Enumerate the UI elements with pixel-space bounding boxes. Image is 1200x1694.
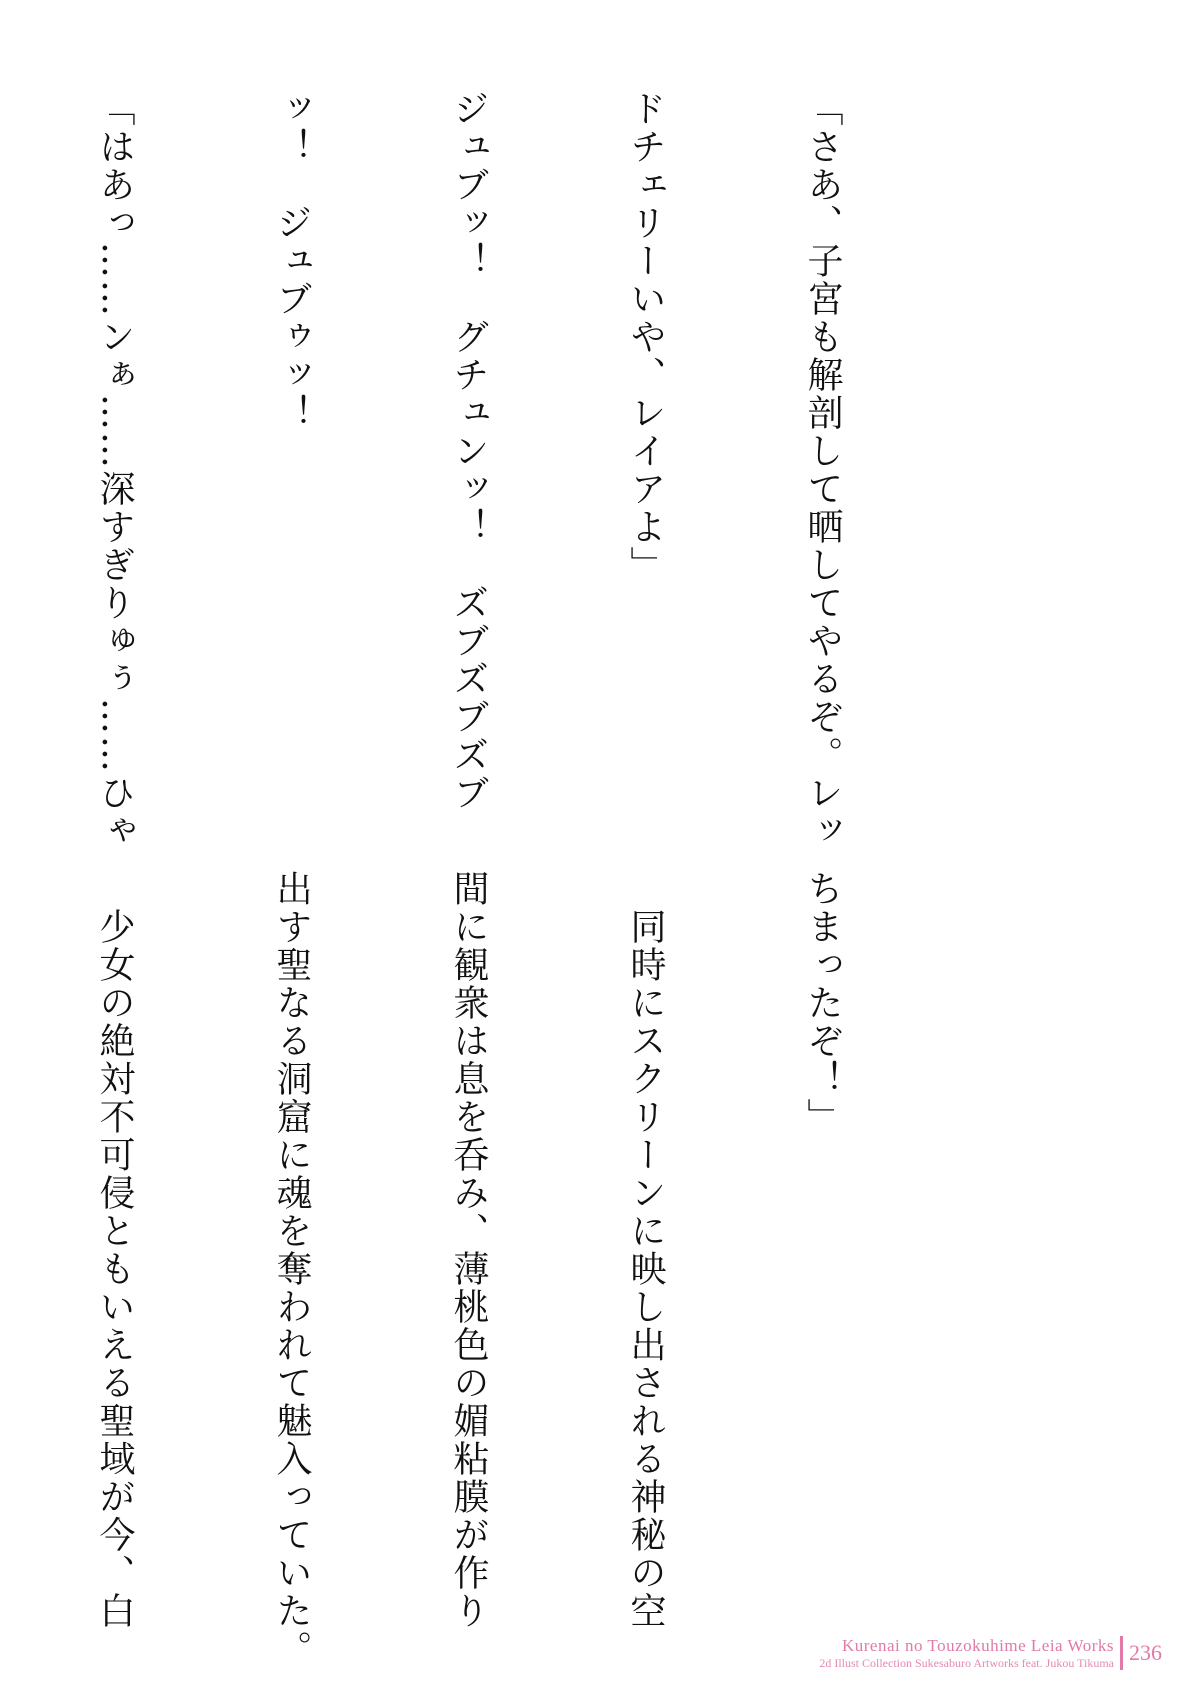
text-column: ッ！ ジュブゥッ！ (271, 90, 312, 432)
text-column: ドチェリーいや、レイアよ」 (625, 90, 666, 584)
top-text-block (0, 90, 970, 850)
book-title: Kurenai no Touzokuhime Leia Works (841, 1636, 1114, 1655)
text-column: 出す聖なる洞窟に魂を奪われて魅入っていた。 (271, 870, 312, 1668)
text-column: 「さあ、子宮も解剖して晒してやるぞ。レッ (802, 90, 843, 850)
text-column: 少女の絶対不可侵ともいえる聖域が今、白 (94, 870, 135, 1630)
text-column: 同時にスクリーンに映し出される神秘の空 (625, 870, 666, 1630)
page-footer (819, 1636, 1162, 1670)
page-number: 236 (1129, 1640, 1162, 1665)
book-subtitle: 2d Illust Collection Sukesaburo Artworks feat. Jukou Tikuma (819, 1656, 1114, 1670)
text-column: ジュブッ！ グチュンッ！ ズブズブズブ (448, 90, 489, 812)
text-column: 「はあっ……ンぁ……深すぎりゅぅ……ひゃ (94, 90, 135, 850)
text-column: ちまったぞ！」 (802, 870, 843, 1136)
bottom-text-block (0, 870, 970, 1668)
text-column: 間に観衆は息を呑み、薄桃色の媚粘膜が作り (448, 870, 489, 1630)
footer-titles (819, 1636, 1123, 1670)
